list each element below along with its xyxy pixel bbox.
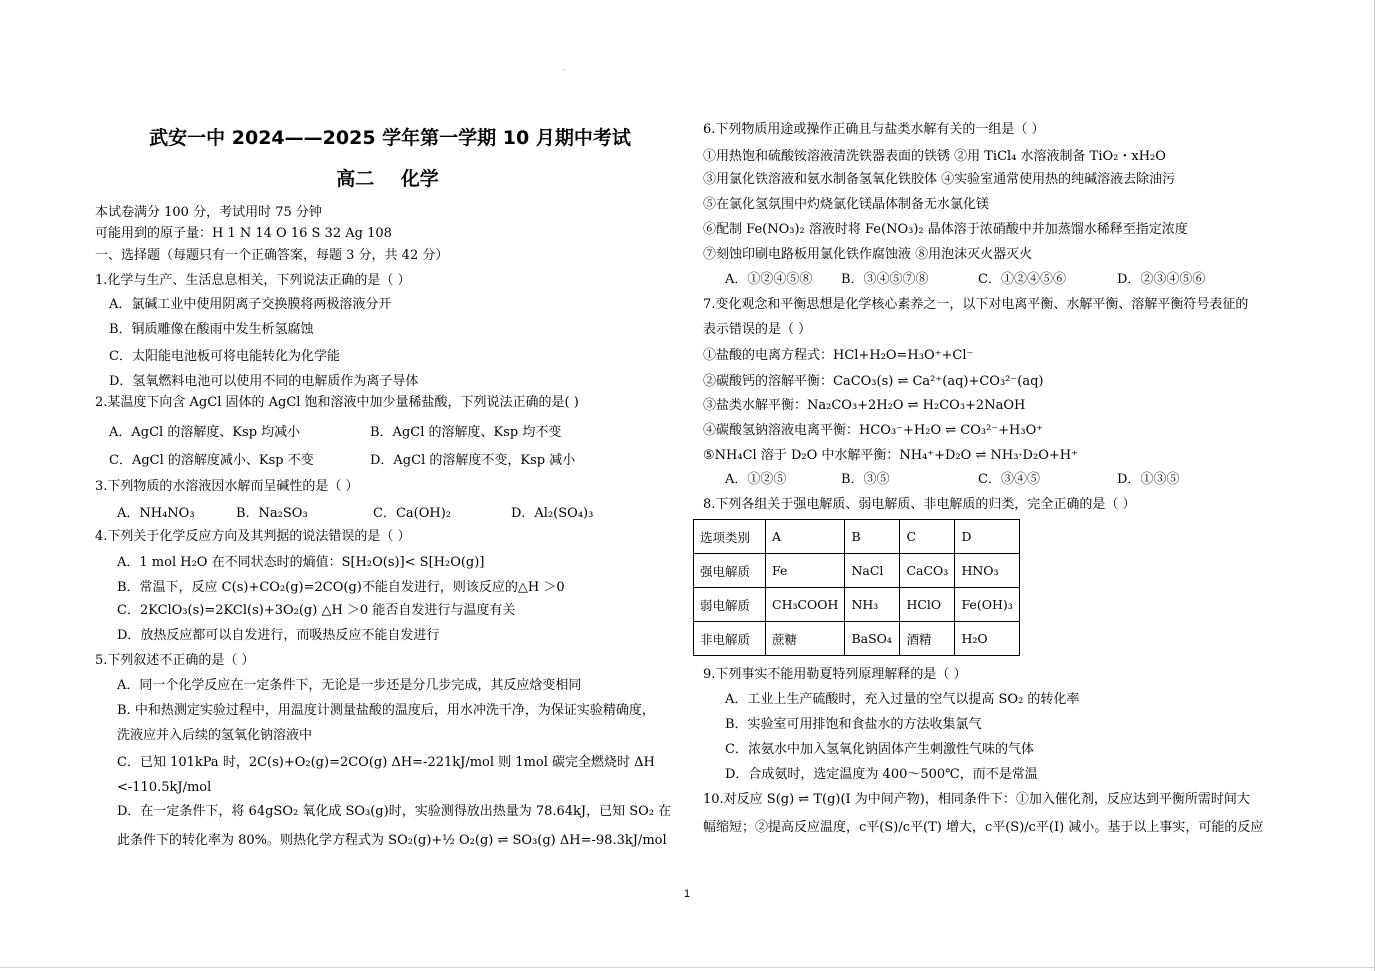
table-cell: Fe	[766, 554, 845, 588]
question-option: A．①②④⑤⑧	[725, 272, 813, 287]
table-cell: HClO	[900, 588, 955, 622]
table-cell: 非电解质	[694, 622, 766, 656]
question-item: ③用氯化铁溶液和氨水制备氢氧化铁胶体 ④实验室通常使用热的纯碱溶液去除油污	[703, 172, 1176, 187]
question-stem: 6.下列物质用途或操作正确且与盐类水解有关的一组是（ ）	[703, 122, 1045, 137]
table-cell: C	[900, 520, 955, 554]
table-cell: H₂O	[955, 622, 1019, 656]
question-stem: 2.某温度下向含 AgCl 固体的 AgCl 饱和溶液中加少量稀盐酸，下列说法正确的是( )	[95, 395, 579, 410]
question-item: ⑤NH₄Cl 溶于 D₂O 中水解平衡：NH₄⁺+D₂O ⇌ NH₃·D₂O+H⁺	[703, 448, 1078, 463]
question-option: C．2KClO₃(s)=2KCl(s)+3O₂(g) △H ＞0 能否自发进行与温度有关	[117, 603, 516, 618]
question-option: A．①②⑤	[725, 472, 787, 487]
question-item: ②碳酸钙的溶解平衡：CaCO₃(s) ⇌ Ca²⁺(aq)+CO₃²⁻(aq)	[703, 374, 1044, 389]
question-option: C．太阳能电池板可将电能转化为化学能	[109, 349, 340, 364]
table-cell: D	[955, 520, 1019, 554]
question-stem: 10.对反应 S(g) ⇌ T(g)(I 为中间产物)，相同条件下：①加入催化剂，反应达到平衡所需时间大	[703, 792, 1250, 807]
question-option: C．浓氨水中加入氢氧化钠固体产生刺激性气味的气体	[725, 742, 1034, 757]
table-cell: NH₃	[845, 588, 900, 622]
question-option: A．工业上生产硫酸时，充入过量的空气以提高 SO₂ 的转化率	[725, 692, 1080, 707]
table-cell: A	[766, 520, 845, 554]
question-option: C．已知 101kPa 时，2C(s)+O₂(g)=2CO(g) ΔH=-221kJ/mol 则 1mol 碳完全燃烧时 ΔH	[117, 755, 655, 770]
question-option: B．实验室可用排饱和食盐水的方法收集氯气	[725, 717, 982, 732]
question-option: B. 中和热测定实验过程中，用温度计测量盐酸的温度后，用水冲洗干净，为保证实验精确度，	[117, 703, 655, 718]
question-option: D．合成氨时，选定温度为 400～500℃，而不是常温	[725, 767, 1038, 782]
table-row	[694, 520, 1020, 554]
question-option: A．1 mol H₂O 在不同状态时的熵值：S[H₂O(s)]< S[H₂O(g)]	[117, 555, 485, 570]
question-option: B．③④⑤⑦⑧	[841, 272, 929, 287]
question-option: D．氢氧燃料电池可以使用不同的电解质作为离子导体	[109, 374, 419, 389]
question-item: ①用热饱和硫酸铵溶液清洗铁器表面的铁锈 ②用 TiCl₄ 水溶液制备 TiO₂・xH₂O	[703, 149, 1166, 164]
question-option: B．③⑤	[841, 472, 890, 487]
question-option: A．同一个化学反应在一定条件下，无论是一步还是分几步完成，其反应焓变相同	[117, 678, 582, 693]
table-cell: NaCl	[845, 554, 900, 588]
question-stem: 7.变化观念和平衡思想是化学核心素养之一，以下对电离平衡、水解平衡、溶解平衡符号表征的	[703, 297, 1249, 312]
section-heading: 一、选择题（每题只有一个正确答案，每题 3 分，共 42 分）	[95, 248, 449, 263]
question-option: 洗液应并入后续的氢氧化钠溶液中	[117, 728, 313, 743]
table-row	[694, 588, 1020, 622]
table-row	[694, 622, 1020, 656]
question-stem: 9.下列事实不能用勒夏特列原理解释的是（ ）	[703, 667, 967, 682]
question-option: C．Ca(OH)₂	[373, 506, 451, 521]
question-item: ⑦刻蚀印刷电路板用氯化铁作腐蚀液 ⑧用泡沫灭火器灭火	[703, 247, 1033, 262]
question-stem: 3.下列物质的水溶液因水解而呈碱性的是（ ）	[95, 479, 359, 494]
table-cell: HNO₃	[955, 554, 1019, 588]
table-cell: 选项类别	[694, 520, 766, 554]
question-option: C．AgCl 的溶解度减小、Ksp 不变	[109, 453, 314, 468]
question-option: A．氯碱工业中使用阴离子交换膜将两极溶液分开	[109, 297, 392, 312]
intro-line: 本试卷满分 100 分，考试用时 75 分钟	[95, 205, 322, 220]
question-option: D．AgCl 的溶解度不变，Ksp 减小	[370, 453, 576, 468]
question-stem: 8.下列各组关于强电解质、弱电解质、非电解质的归类，完全正确的是（ ）	[703, 497, 1136, 512]
question-option: C．①②④⑤⑥	[978, 272, 1066, 287]
table-cell: Fe(OH)₃	[955, 588, 1019, 622]
scan-dot: ·	[563, 66, 566, 75]
question-stem: 1.化学与生产、生活息息相关，下列说法正确的是（ ）	[95, 273, 411, 288]
table-cell: 酒精	[900, 622, 955, 656]
table-cell: BaSO₄	[845, 622, 900, 656]
question-item: ③盐类水解平衡：Na₂CO₃+2H₂O ⇌ H₂CO₃+2NaOH	[703, 398, 1026, 413]
question-item: ⑥配制 Fe(NO₃)₂ 溶液时将 Fe(NO₃)₂ 晶体溶于浓硝酸中并加蒸馏水稀释至指定浓度	[703, 222, 1188, 237]
table-cell: B	[845, 520, 900, 554]
table-cell: CH₃COOH	[766, 588, 845, 622]
question-stem: 表示错误的是（ ）	[703, 322, 812, 337]
exam-subtitle: 高二 化学	[336, 168, 439, 190]
table-cell: 弱电解质	[694, 588, 766, 622]
question-stem: 5.下列叙述不正确的是（ ）	[95, 653, 255, 668]
table-cell: 蔗糖	[766, 622, 845, 656]
question-option: B．常温下，反应 C(s)+CO₂(g)=2CO(g)不能自发进行，则该反应的△H ＞0	[117, 580, 565, 595]
question-item: ⑤在氯化氢氛围中灼烧氯化镁晶体制备无水氯化镁	[703, 197, 990, 212]
table-cell: 强电解质	[694, 554, 766, 588]
question-option: C．③④⑤	[978, 472, 1040, 487]
question-stem: 4.下列关于化学反应方向及其判据的说法错误的是（ ）	[95, 529, 411, 544]
exam-title: 武安一中 2024——2025 学年第一学期 10 月期中考试	[149, 127, 631, 149]
page-edge-bottom	[0, 967, 1375, 968]
question-option: D．②③④⑤⑥	[1117, 272, 1206, 287]
question-item: ④碳酸氢钠溶液电离平衡：HCO₃⁻+H₂O ⇌ CO₃²⁻+H₃O⁺	[703, 423, 1044, 438]
intro-line: 可能用到的原子量：H 1 N 14 O 16 S 32 Ag 108	[95, 226, 392, 241]
question-option: 此条件下的转化率为 80%。则热化学方程式为 SO₂(g)+½ O₂(g) ⇌ SO₃(g) ΔH=-98.3kJ/mol	[117, 833, 667, 848]
question-stem: 幅缩短；②提高反应温度，c平(S)/c平(T) 增大，c平(S)/c平(I) 减小。基于以上事实，可能的反应	[703, 820, 1264, 835]
question-option: B．AgCl 的溶解度、Ksp 均不变	[370, 425, 562, 440]
question-option: A．NH₄NO₃	[117, 506, 195, 521]
question-option: D．①③⑤	[1117, 472, 1180, 487]
question-option: B．铜质雕像在酸雨中发生析氢腐蚀	[109, 322, 314, 337]
question-option: B．Na₂SO₃	[236, 506, 308, 521]
question-option: <-110.5kJ/mol	[117, 780, 212, 795]
question-item: ①盐酸的电离方程式：HCl+H₂O=H₃O⁺+Cl⁻	[703, 348, 974, 363]
question-option: D．Al₂(SO₄)₃	[511, 506, 594, 521]
page-number: 1	[684, 888, 691, 900]
classification-table	[693, 519, 1020, 656]
question-option: D．放热反应都可以自发进行，而吸热反应不能自发进行	[117, 628, 440, 643]
table-row	[694, 554, 1020, 588]
table-cell: CaCO₃	[900, 554, 955, 588]
question-option: D．在一定条件下，将 64gSO₂ 氧化成 SO₃(g)时，实验测得放出热量为 78.64kJ，已知 SO₂ 在	[117, 804, 672, 819]
question-option: A．AgCl 的溶解度、Ksp 均减小	[109, 425, 301, 440]
